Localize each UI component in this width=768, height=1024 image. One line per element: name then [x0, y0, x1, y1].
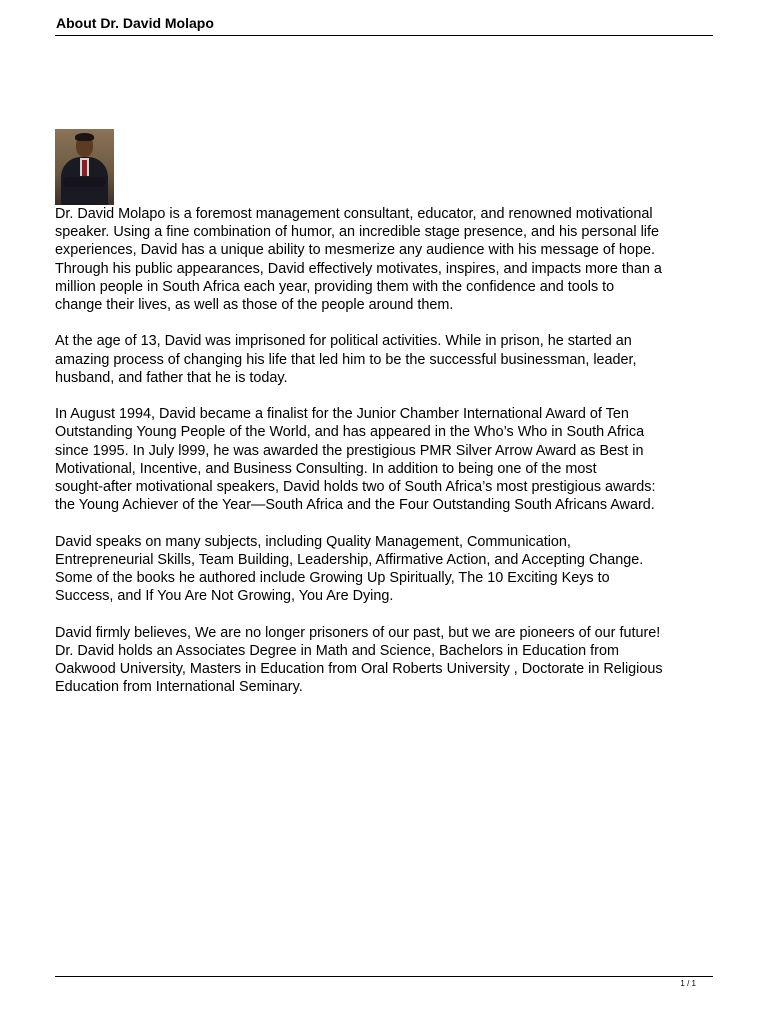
footer-divider	[55, 976, 713, 977]
paragraph: Dr. David Molapo is a foremost management consultant, educator, and renowned motivational speaker. Using a fine combination of humor, an incredible stage presence, and his personal life experiences, David has a unique ability to mesmerize any audience with his message of hope. Through his public appearances, David effectively motivates, inspires, and impacts more than a million people in South Africa each year, providing them with the confidence and tools to change their lives, as well as those of the people around them.	[55, 206, 662, 314]
biography-text	[55, 205, 723, 715]
portrait-photo	[55, 129, 114, 205]
paragraph: David speaks on many subjects, including Quality Management, Communication, Entrepreneurial Skills, Team Building, Leadership, Affirmative Action, and Accepting Change. Some of the books he authored include Growing Up Spiritually, The 10 Exciting Keys to Success, and If You Are Not Growing, You Are Dying.	[55, 533, 644, 605]
paragraph: In August 1994, David became a finalist for the Junior Chamber International Award of Ten Outstanding Young People of the World, and has appeared in the Who’s Who in South Africa since 1995. In July l999, he was awarded the prestigious PMR Silver Arrow Award as Best in Motivational, Incentive, and Business Consulting. In addition to being one of the most sought-after motivational speakers, David holds two of South Africa’s most prestigious awards: the Young Achiever of the Year—South Africa and the Four Outstanding South Africans Award.	[55, 406, 656, 514]
page-title: About Dr. David Molapo	[56, 15, 214, 31]
page-number: 1 / 1	[680, 979, 696, 988]
paragraph: David firmly believes, We are no longer prisoners of our past, but we are pioneers of our future! Dr. David holds an Associates Degree in Math and Science, Bachelors in Education from Oakwood University, Masters in Education from Oral Roberts University , Doctorate in Religious Education from International Seminary.	[55, 624, 663, 696]
header-divider	[55, 35, 713, 36]
paragraph: At the age of 13, David was imprisoned for political activities. While in prison, he started an amazing process of changing his life that led him to be the successful businessman, leader, husband, and father that he is today.	[55, 333, 637, 386]
